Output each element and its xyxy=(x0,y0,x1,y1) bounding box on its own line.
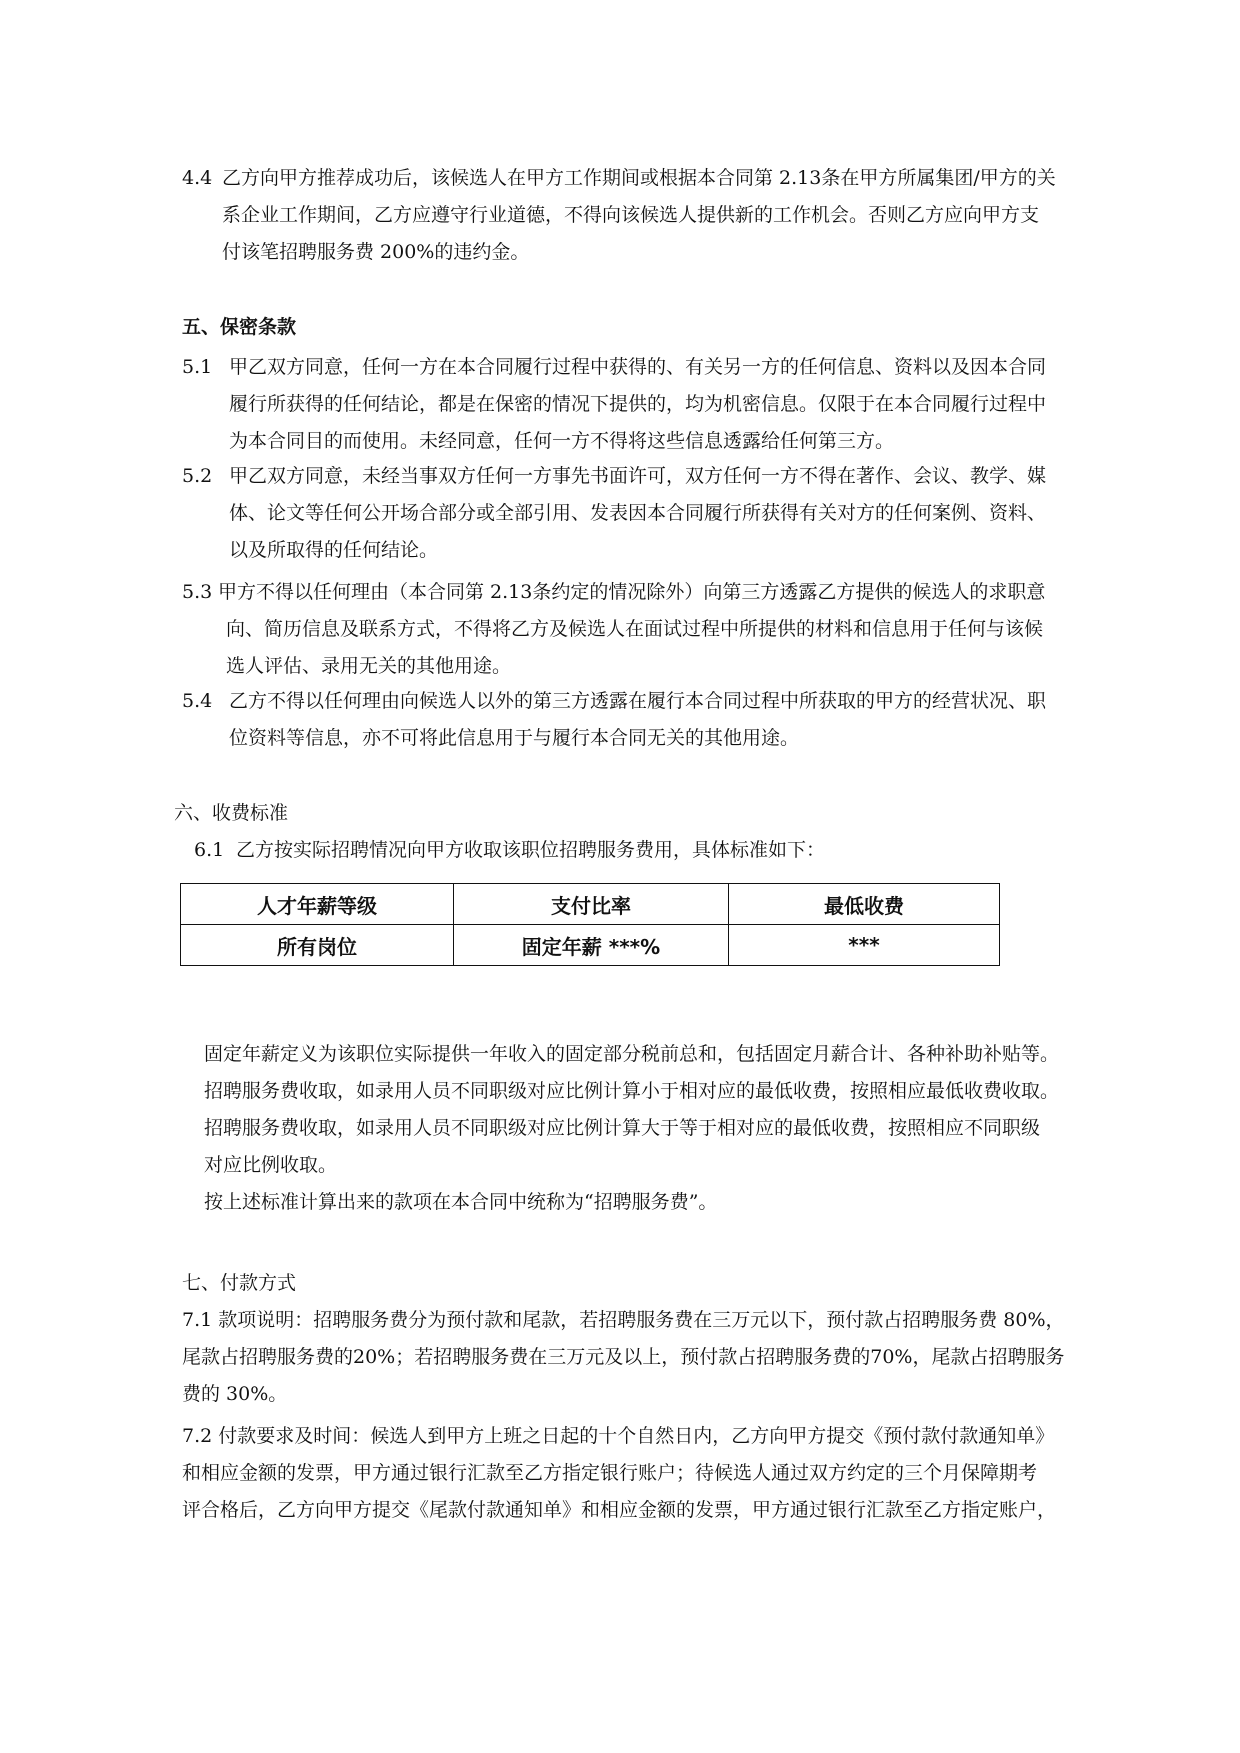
note-line: 招聘服务费收取，如录用人员不同职级对应比例计算大于等于相对应的最低收费，按照相应不同职级 xyxy=(204,1117,1041,1139)
note-line: 对应比例收取。 xyxy=(204,1154,338,1176)
clause-number: 5.2 xyxy=(182,465,213,487)
clause-line: 费的 30%。 xyxy=(182,1383,288,1405)
fee-notes xyxy=(204,1036,1059,1221)
clause-line: 甲乙双方同意，未经当事双方任何一方事先书面许可，双方任何一方不得在著作、会议、教学、媒 xyxy=(229,465,1047,487)
table-header-cell: 支付比率 xyxy=(454,884,729,925)
clause-line: 评合格后，乙方向甲方提交《尾款付款通知单》和相应金额的发票，甲方通过银行汇款至乙方指定账户， xyxy=(182,1499,1057,1521)
clause-4-4 xyxy=(182,160,1056,271)
clause-line: 为本合同目的而使用。未经同意，任何一方不得将这些信息透露给任何第三方。 xyxy=(229,430,895,452)
clause-line: 位资料等信息，亦不可将此信息用于与履行本合同无关的其他用途。 xyxy=(229,727,800,749)
section-6-title: 六、收费标准 xyxy=(174,802,289,824)
clause-line: 以及所取得的任何结论。 xyxy=(229,539,439,561)
note-line: 招聘服务费收取，如录用人员不同职级对应比例计算小于相对应的最低收费，按照相应最低收费收取。 xyxy=(204,1080,1060,1102)
clause-number: 4.4 xyxy=(182,167,213,189)
clause-number: 5.1 xyxy=(182,356,213,378)
section-5-title: 五、保密条款 xyxy=(182,316,297,338)
fee-table xyxy=(180,883,1000,966)
clause-number: 5.3 xyxy=(182,581,213,603)
clause-line: 向、简历信息及联系方式，不得将乙方及候选人在面试过程中所提供的材料和信息用于任何与该候 xyxy=(226,618,1044,640)
clause-line: 7.1 款项说明：招聘服务费分为预付款和尾款，若招聘服务费在三万元以下，预付款占招聘服务费 80%， xyxy=(182,1309,1065,1331)
clause-5-4 xyxy=(182,683,1046,757)
section-7-title: 七、付款方式 xyxy=(182,1272,297,1294)
clause-line: 体、论文等任何公开场合部分或全部引用、发表因本合同履行所获得有关对方的任何案例、资料、 xyxy=(229,502,1047,524)
clause-5-1 xyxy=(182,349,1046,460)
clause-6-1 xyxy=(194,832,825,869)
clause-line: 甲方不得以任何理由（本合同第 2.13条约定的情况除外）向第三方透露乙方提供的候选人的求职意 xyxy=(218,581,1046,603)
clause-line: 履行所获得的任何结论，都是在保密的情况下提供的，均为机密信息。仅限于在本合同履行过程中 xyxy=(229,393,1047,415)
clause-line: 选人评估、录用无关的其他用途。 xyxy=(226,655,512,677)
table-cell: 所有岗位 xyxy=(181,925,454,966)
clause-line: 和相应金额的发票，甲方通过银行汇款至乙方指定银行账户；待候选人通过双方约定的三个月保障期考 xyxy=(182,1462,1038,1484)
note-line: 按上述标准计算出来的款项在本合同中统称为“招聘服务费”。 xyxy=(204,1191,718,1213)
note-line: 固定年薪定义为该职位实际提供一年收入的固定部分税前总和，包括固定月薪合计、各种补助补贴等。 xyxy=(204,1043,1060,1065)
clause-line: 系企业工作期间，乙方应遵守行业道德，不得向该候选人提供新的工作机会。否则乙方应向甲方支 xyxy=(222,204,1040,226)
table-cell: 固定年薪 ***% xyxy=(454,925,729,966)
clause-5-3 xyxy=(182,574,1045,685)
clause-7-1 xyxy=(182,1302,1065,1413)
clause-line: 甲乙双方同意，任何一方在本合同履行过程中获得的、有关另一方的任何信息、资料以及因本合同 xyxy=(229,356,1047,378)
clause-5-2 xyxy=(182,458,1046,569)
clause-line: 乙方不得以任何理由向候选人以外的第三方透露在履行本合同过程中所获取的甲方的经营状况、职 xyxy=(229,690,1047,712)
clause-number: 6.1 xyxy=(194,839,225,861)
clause-number: 5.4 xyxy=(182,690,213,712)
table-cell: *** xyxy=(729,925,1000,966)
clause-line: 乙方向甲方推荐成功后，该候选人在甲方工作期间或根据本合同第 2.13条在甲方所属集团/甲方的关 xyxy=(222,167,1056,189)
table-header-cell: 人才年薪等级 xyxy=(181,884,454,925)
clause-line: 7.2 付款要求及时间：候选人到甲方上班之日起的十个自然日内，乙方向甲方提交《预付款付款通知单》 xyxy=(182,1425,1055,1447)
clause-line: 付该笔招聘服务费 200%的违约金。 xyxy=(222,241,530,263)
clause-line: 尾款占招聘服务费的20%；若招聘服务费在三万元及以上，预付款占招聘服务费的70%，尾款占招聘服务 xyxy=(182,1346,1065,1368)
table-header-cell: 最低收费 xyxy=(729,884,1000,925)
table-row xyxy=(181,925,1000,966)
table-header-row xyxy=(181,884,1000,925)
clause-7-2 xyxy=(182,1418,1056,1529)
clause-line: 乙方按实际招聘情况向甲方收取该职位招聘服务费用，具体标准如下： xyxy=(236,839,826,861)
